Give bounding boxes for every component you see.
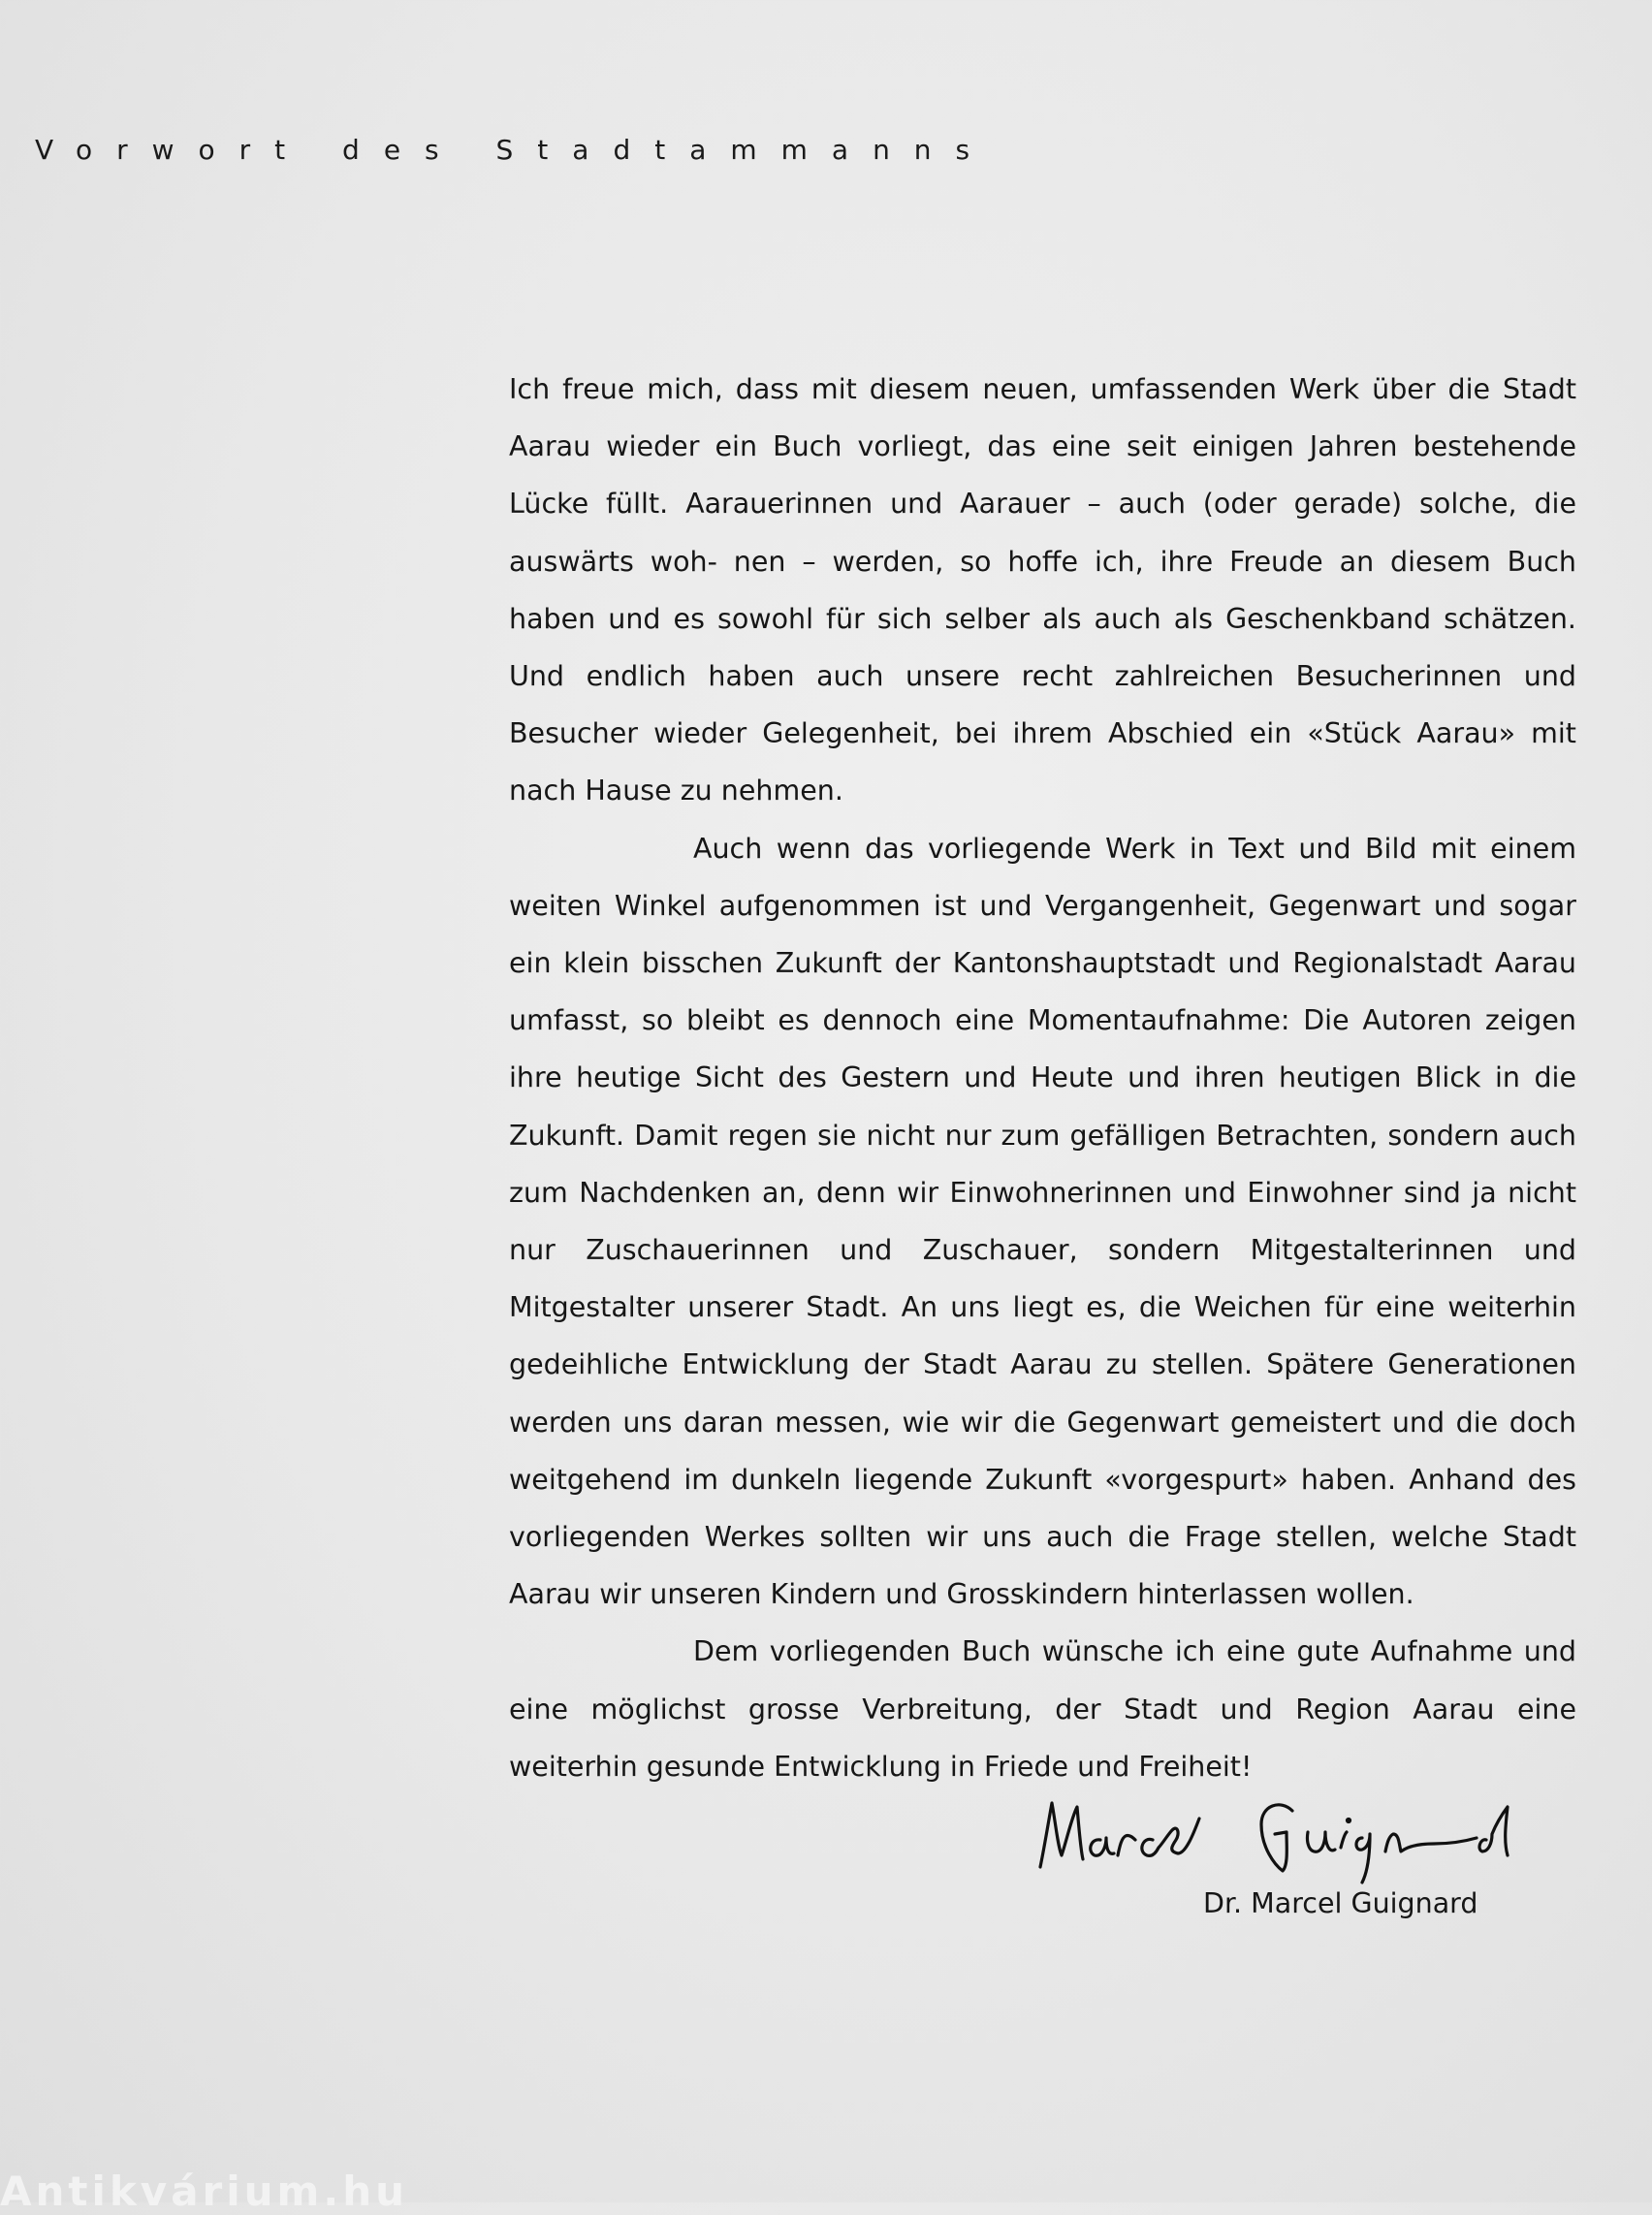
page-title: Vorwort des Stadtammanns [35, 134, 995, 166]
signer-name: Dr. Marcel Guignard [1203, 1887, 1478, 1919]
foreword-body [509, 361, 1576, 1795]
paragraph-3: Dem vorliegenden Buch wünsche ich eine gute Aufnahme und eine möglichst grosse Verbreitung, der Stadt und Region Aarau eine weiterhin gesunde Entwicklung in Friede und Freiheit! [509, 1635, 1576, 1783]
paragraph-2: Auch wenn das vorliegende Werk in Text und Bild mit einem weiten Winkel aufgenommen ist und Vergangenheit, Gegenwart und sogar ein klein bisschen Zukunft der Kantonshauptstadt und Regionalstadt Aarau umfasst, so bleibt es dennoch eine Momentaufnahme: Die Autoren zeigen ihre heutige Sicht des Gestern und Heute und ihren heutigen Blick in die Zukunft. Damit regen sie nicht nur zum gefälligen Betrachten, sondern auch zum Nachdenken an, denn wir Einwohnerinnen und Einwohner sind ja nicht nur Zuschauerinnen und Zuschauer, sondern Mitgestalterinnen und Mitgestalter unserer Stadt. An uns liegt es, die Weichen für eine weiterhin gedeihliche Entwicklung der Stadt Aarau zu stellen. Spätere Generationen werden uns daran messen, wie wir die Gegenwart gemeistert und die doch weitgehend im dunkeln liegende Zukunft «vorgespurt» haben. Anhand des vorliegenden Werkes sollten wir uns auch die Frage stellen, welche Stadt Aarau wir unseren Kindern und Grosskindern hinterlassen wollen. [509, 832, 1576, 1611]
watermark: Antikvárium.hu [0, 2168, 409, 2215]
paragraph-1: Ich freue mich, dass mit diesem neuen, umfassenden Werk über die Stadt Aarau wieder ein Buch vorliegt, das eine seit einigen Jahren bestehende Lücke füllt. Aarauerinnen und Aarauer – auch (oder gerade) solche, die auswärts woh- nen – werden, so hoffe ich, ihre Freude an diesem Buch haben und es sowohl für sich selber als auch als Geschenkband schätzen. Und endlich haben auch unsere recht zahlreichen Besucherinnen und Besucher wieder Gelegenheit, bei ihrem Abschied ein «Stück Aarau» mit nach Hause zu nehmen. [509, 373, 1576, 807]
handwritten-signature [1032, 1795, 1556, 1902]
